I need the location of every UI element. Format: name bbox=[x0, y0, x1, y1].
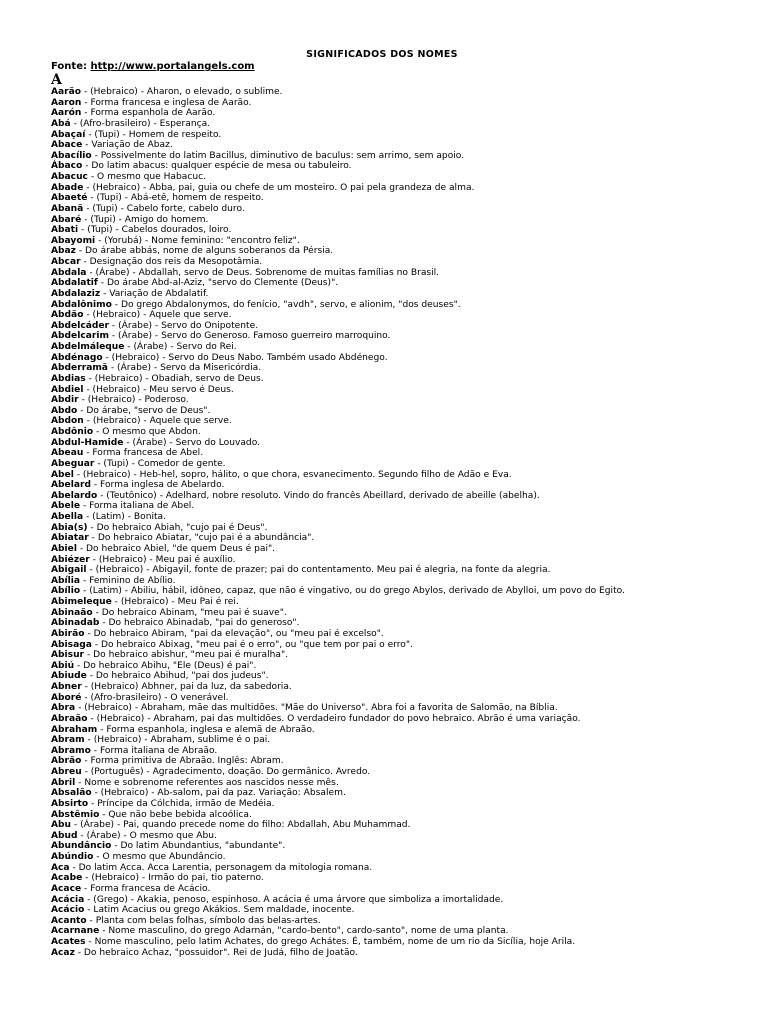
entry-meaning: - (Hebraico) - Obadiah, servo de Deus. bbox=[85, 373, 264, 384]
entry-name: Acácio bbox=[51, 905, 85, 916]
name-entry bbox=[51, 416, 751, 427]
entry-name: Abdiel bbox=[51, 384, 84, 395]
name-entry bbox=[51, 778, 751, 789]
name-entry bbox=[51, 863, 751, 874]
entry-meaning: - (Latim) - Abiliu, hábil, idôneo, capaz, que não é vingativo, ou do grego Abylos, derivado de Abylloi, um povo do Egito. bbox=[80, 586, 625, 597]
entry-name: Abayomi bbox=[51, 235, 96, 246]
name-entry bbox=[51, 586, 751, 597]
name-entry bbox=[51, 172, 751, 183]
entry-meaning: - Forma francesa de Abel. bbox=[83, 448, 204, 459]
name-entry bbox=[51, 98, 751, 109]
entry-name: Abelard bbox=[51, 480, 91, 491]
entry-name: Abdão bbox=[51, 310, 84, 321]
entry-name: Ábaco bbox=[51, 161, 83, 172]
entry-name: Abílio bbox=[51, 586, 81, 597]
entry-name: Abud bbox=[51, 830, 78, 841]
name-entry bbox=[51, 501, 751, 512]
name-entry bbox=[51, 788, 751, 799]
entry-name: Abril bbox=[51, 777, 76, 788]
name-entry bbox=[51, 130, 751, 141]
entry-name: Abati bbox=[51, 225, 79, 236]
name-entry bbox=[51, 374, 751, 385]
name-entry bbox=[51, 565, 751, 576]
name-entry bbox=[51, 215, 751, 226]
entry-name: Aarão bbox=[51, 87, 82, 97]
entry-name: Abiú bbox=[51, 660, 75, 671]
entry-meaning: - Do latim Acca. Acca Larentia, personagem da mitologia romana. bbox=[69, 862, 373, 873]
name-entry bbox=[51, 289, 751, 300]
entry-meaning: - Latim Acacius ou grego Akákios. Sem maldade, inocente. bbox=[84, 905, 355, 916]
letter-heading: A bbox=[51, 72, 62, 88]
name-entry bbox=[51, 703, 751, 714]
entry-meaning: - (Português) - Agradecimento, doação. Do germânico. Avredo. bbox=[81, 767, 371, 777]
name-entry bbox=[51, 470, 751, 481]
entry-meaning: - Possivelmente do latim Bacillus, diminutivo de baculus: sem arrimo, sem apoio. bbox=[91, 150, 465, 161]
entry-name: Acace bbox=[51, 883, 82, 894]
entry-meaning: - (Árabe) - O mesmo que Abu. bbox=[77, 830, 217, 841]
entry-meaning: - Do latim Abundantius, "abundante". bbox=[111, 841, 286, 852]
name-entry bbox=[51, 491, 751, 502]
name-entry bbox=[51, 310, 751, 321]
name-entry bbox=[51, 225, 751, 236]
entry-name: Abinaão bbox=[51, 607, 93, 618]
entry-meaning: - Planta com belas folhas, símbolo das belas-artes. bbox=[86, 915, 321, 926]
name-entry bbox=[51, 714, 751, 725]
name-entry bbox=[51, 183, 751, 194]
entry-meaning: - O mesmo que Habacuc. bbox=[87, 172, 206, 182]
entry-meaning: - Do hebraico Abiram, "pai da elevação", ou "meu pai é excelso". bbox=[84, 628, 384, 639]
entry-meaning: - (Hebraico) - Aquele que serve. bbox=[83, 416, 232, 427]
entry-meaning: - (Hebraico) Abhner, pai da luz, da sabedoria. bbox=[81, 682, 292, 692]
entry-meaning: - (Yorubá) - Nome feminino: "encontro feliz". bbox=[95, 235, 300, 246]
entry-name: Aca bbox=[51, 862, 70, 873]
name-entry bbox=[51, 608, 751, 619]
source-label: Fonte: bbox=[51, 61, 91, 72]
entry-meaning: - (Afro-brasileiro) - Esperança. bbox=[70, 118, 211, 129]
entry-name: Absirto bbox=[51, 798, 89, 809]
name-entry bbox=[51, 682, 751, 693]
name-entry bbox=[51, 597, 751, 608]
entry-meaning: - (Árabe) - Servo do Louvado. bbox=[123, 437, 260, 448]
entry-name: Abdelcarim bbox=[51, 331, 109, 342]
entry-name: Abstêmio bbox=[51, 809, 100, 820]
entry-name: Abdala bbox=[51, 267, 87, 278]
entry-name: Abel bbox=[51, 469, 74, 480]
entry-name: Abaré bbox=[51, 214, 82, 225]
name-entry bbox=[51, 119, 751, 130]
name-entry bbox=[51, 799, 751, 810]
entry-meaning: - Designação dos reis da Mesopotâmia. bbox=[80, 257, 263, 267]
entry-name: Abdul-Hamide bbox=[51, 437, 124, 448]
entry-name: Aaron bbox=[51, 97, 82, 108]
name-entry bbox=[51, 427, 751, 438]
entry-name: Abia(s) bbox=[51, 522, 88, 533]
entry-meaning: - Do hebraico Abiel, "de quem Deus é pai". bbox=[76, 543, 276, 554]
entry-meaning: - Forma espanhola, inglesa e alemã de Abraão. bbox=[97, 724, 315, 735]
entry-name: Abinadab bbox=[51, 618, 100, 629]
entry-meaning: - Do latim abacus: qualquer espécie de mesa ou tabuleiro. bbox=[82, 161, 352, 172]
entry-name: Abiatar bbox=[51, 533, 89, 544]
entry-meaning: - Nome e sobrenome referentes aos nascidos nesse mês. bbox=[75, 777, 339, 788]
entry-meaning: - Do hebraico abishur, "meu pai é muralha". bbox=[84, 650, 289, 661]
entry-meaning: - (Hebraico) - Meu Pai é rei. bbox=[111, 597, 239, 607]
name-entry bbox=[51, 937, 751, 948]
entry-name: Abúndio bbox=[51, 852, 94, 862]
entry-meaning: - (Hebraico) - Aquele que serve. bbox=[83, 310, 232, 321]
name-entry bbox=[51, 395, 751, 406]
entry-meaning: - (Hebraico) - Aharon, o elevado, o sublime. bbox=[81, 87, 283, 97]
entry-name: Abraham bbox=[51, 724, 98, 735]
entry-meaning: - (Árabe) - Abdallah, servo de Deus. Sobrenome de muitas famílias no Brasil. bbox=[86, 267, 440, 278]
entry-name: Abramo bbox=[51, 745, 91, 756]
entry-name: Abeguar bbox=[51, 458, 95, 469]
entry-meaning: - Do hebraico Abiatar, "cujo pai é a abundância". bbox=[88, 533, 315, 544]
name-entry bbox=[51, 438, 751, 449]
name-entry bbox=[51, 140, 751, 151]
name-entry bbox=[51, 353, 751, 364]
name-entry bbox=[51, 236, 751, 247]
entry-name: Abdelmáleque bbox=[51, 342, 125, 352]
entry-name: Aarón bbox=[51, 108, 82, 119]
name-entry bbox=[51, 331, 751, 342]
name-entry bbox=[51, 618, 751, 629]
name-entry bbox=[51, 576, 751, 587]
source-link[interactable]: http://www.portalangels.com bbox=[90, 61, 255, 72]
entry-meaning: - (Teutônico) - Adelhard, nobre resoluto. Vindo do francês Abeillard, derivado de abeille (abelha). bbox=[97, 490, 540, 501]
name-entry bbox=[51, 108, 751, 119]
entry-meaning: - Do hebraico Abihud, "pai dos judeus". bbox=[86, 671, 269, 682]
name-entry bbox=[51, 459, 751, 470]
entry-name: Absalão bbox=[51, 788, 92, 799]
name-entry bbox=[51, 523, 751, 534]
name-entry bbox=[51, 512, 751, 523]
name-entry bbox=[51, 193, 751, 204]
entry-meaning: - (Tupi) - Cabelos dourados, loiro. bbox=[78, 225, 232, 236]
entry-meaning: - (Tupi) - Homem de respeito. bbox=[85, 129, 222, 140]
entry-name: Abra bbox=[51, 703, 76, 714]
entry-name: Abelardo bbox=[51, 490, 98, 501]
name-entry bbox=[51, 204, 751, 215]
name-entry bbox=[51, 533, 751, 544]
name-entry bbox=[51, 629, 751, 640]
entry-name: Aboré bbox=[51, 692, 82, 703]
name-entry bbox=[51, 246, 751, 257]
document-page bbox=[51, 48, 751, 958]
entry-name: Abá bbox=[51, 118, 71, 129]
entry-meaning: - Do hebraico Abixag, "meu pai é o erro", ou "que tem por pai o erro". bbox=[91, 639, 413, 650]
entry-name: Abade bbox=[51, 182, 84, 193]
entry-meaning: - Do hebraico Abihu, "Ele (Deus) é pai". bbox=[74, 660, 257, 671]
name-entry bbox=[51, 884, 751, 895]
entry-meaning: - (Árabe) - Servo do Generoso. Famoso guerreiro marroquino. bbox=[108, 331, 391, 342]
source-line bbox=[51, 61, 751, 73]
entry-meaning: - (Árabe) - Servo do Onipotente. bbox=[109, 320, 259, 331]
entry-name: Acanto bbox=[51, 915, 87, 926]
name-entry bbox=[51, 544, 751, 555]
name-entry bbox=[51, 671, 751, 682]
entry-name: Abiude bbox=[51, 671, 87, 682]
name-entry bbox=[51, 87, 751, 98]
name-entry bbox=[51, 873, 751, 884]
name-entry bbox=[51, 257, 751, 268]
entry-meaning: - O mesmo que Abdon. bbox=[93, 427, 201, 437]
entry-meaning: - Do hebraico Abinam, "meu pai é suave". bbox=[92, 607, 287, 618]
document-title: SIGNIFICADOS DOS NOMES bbox=[306, 49, 458, 60]
entry-name: Abacuc bbox=[51, 172, 88, 182]
entry-name: Abreu bbox=[51, 767, 82, 777]
name-entry bbox=[51, 300, 751, 311]
name-entry bbox=[51, 820, 751, 831]
entry-meaning: - (Hebraico) - Abraham, pai das multidões. O verdadeiro fundador do povo hebraico. Abrão é uma variação. bbox=[87, 713, 581, 724]
entry-name: Abdônio bbox=[51, 427, 94, 437]
entry-name: Abrão bbox=[51, 756, 82, 767]
entry-name: Abimeleque bbox=[51, 597, 112, 607]
entry-name: Abdir bbox=[51, 395, 79, 406]
name-entry bbox=[51, 948, 751, 959]
entry-meaning: - (Hebraico) - Abraham, sublime é o pai. bbox=[84, 735, 271, 746]
entry-meaning: - Do árabe Abd-al-Aziz, "servo do Clemente (Deus)". bbox=[97, 278, 339, 289]
entry-meaning: - Forma italiana de Abraão. bbox=[90, 745, 218, 756]
name-entry bbox=[51, 406, 751, 417]
entry-meaning: - (Tupi) - Amigo do homem. bbox=[81, 214, 209, 225]
entry-name: Abdalaziz bbox=[51, 288, 101, 299]
entry-name: Abanã bbox=[51, 203, 84, 214]
name-entry bbox=[51, 151, 751, 162]
entry-meaning: - Que não bebe bebida alcoólica. bbox=[99, 809, 252, 820]
name-entries-list bbox=[51, 87, 751, 958]
entry-name: Abcar bbox=[51, 257, 81, 267]
entry-meaning: - (Hebraico) - Abigayil, fonte de prazer; pai do contentamento. Meu pai é alegria, na fonte da alegria. bbox=[86, 565, 551, 576]
name-entry bbox=[51, 385, 751, 396]
entry-meaning: - Do árabe, "servo de Deus". bbox=[77, 405, 211, 416]
entry-meaning: - Feminino de Abílio. bbox=[80, 575, 176, 586]
entry-meaning: - Príncipe da Cólchida, irmão de Medéia. bbox=[88, 798, 275, 809]
entry-name: Abdias bbox=[51, 373, 86, 384]
entry-meaning: - (Tupi) - Cabelo forte, cabelo duro. bbox=[83, 203, 245, 214]
entry-meaning: - (Hebraico) - Heb-hel, sopro, hálito, o que chora, esvanecimento. Segundo filho de Adão e Eva. bbox=[73, 469, 512, 480]
name-entry bbox=[51, 363, 751, 374]
entry-name: Acaz bbox=[51, 947, 75, 958]
entry-name: Acabe bbox=[51, 873, 83, 884]
entry-meaning: - (Hebraico) - Servo do Deus Nabo. Também usado Abdénego. bbox=[102, 352, 388, 363]
name-entry bbox=[51, 650, 751, 661]
name-entry bbox=[51, 693, 751, 704]
entry-name: Abdalônimo bbox=[51, 299, 112, 310]
entry-name: Abiel bbox=[51, 543, 77, 554]
entry-meaning: - (Latim) - Bonita. bbox=[83, 512, 167, 522]
entry-name: Abisur bbox=[51, 650, 85, 661]
entry-name: Abaçaí bbox=[51, 129, 86, 140]
entry-meaning: - Nome masculino, do grego Adarnán, "cardo-bento", cardo-santo", nome de uma planta. bbox=[99, 926, 509, 937]
name-entry bbox=[51, 640, 751, 651]
name-entry bbox=[51, 746, 751, 757]
entry-meaning: - (Árabe) - Pai, quando precede nome do filho: Abdallah, Abu Muhammad. bbox=[71, 820, 411, 831]
entry-meaning: - (Afro-brasileiro) - O venerável. bbox=[81, 692, 229, 703]
name-entry bbox=[51, 480, 751, 491]
entry-name: Abdelcáder bbox=[51, 320, 110, 331]
entry-name: Abaz bbox=[51, 246, 76, 257]
entry-name: Abace bbox=[51, 140, 83, 151]
entry-name: Abisaga bbox=[51, 639, 92, 650]
name-entry bbox=[51, 735, 751, 746]
entry-meaning: - Forma francesa de Acácio. bbox=[81, 883, 211, 894]
name-entry bbox=[51, 555, 751, 566]
entry-meaning: - Forma inglesa de Abelardo. bbox=[90, 480, 225, 491]
entry-name: Abraão bbox=[51, 713, 88, 724]
entry-name: Abacílio bbox=[51, 150, 92, 161]
entry-meaning: - Do hebraico Abiah, "cujo pai é Deus". bbox=[87, 522, 268, 533]
entry-meaning: - Nome masculino, pelo latim Achates, do grego Achátes. É, também, nome de um rio da Sicília, hoje Arila. bbox=[85, 937, 576, 947]
entry-name: Abella bbox=[51, 512, 84, 522]
entry-name: Abília bbox=[51, 575, 81, 586]
entry-name: Abeau bbox=[51, 448, 84, 459]
entry-name: Abigail bbox=[51, 565, 87, 576]
entry-meaning: - (Hebraico) - Abraham, mãe das multidões. "Mãe do Universo". Abra foi a favorita de Salomão, na Bíblia. bbox=[75, 703, 558, 714]
entry-meaning: - Do hebraico Abinadab, "pai do generoso". bbox=[99, 618, 300, 629]
entry-name: Abaeté bbox=[51, 193, 88, 204]
entry-meaning: - O mesmo que Abundâncio. bbox=[93, 852, 226, 862]
entry-meaning: - Do hebraico Achaz, "possuidor". Rei de Judá, filho de Joatão. bbox=[74, 947, 358, 958]
entry-name: Acates bbox=[51, 937, 86, 947]
entry-meaning: - Forma espanhola de Aarão. bbox=[81, 108, 216, 119]
entry-name: Abirão bbox=[51, 628, 85, 639]
entry-name: Abele bbox=[51, 501, 80, 512]
entry-name: Abiézer bbox=[51, 554, 90, 565]
entry-name: Abdon bbox=[51, 416, 84, 427]
entry-meaning: - Variação de Abdalatif. bbox=[100, 288, 209, 299]
name-entry bbox=[51, 926, 751, 937]
entry-meaning: - Do grego Abdalonymos, do fenício, "avdh", servo, e alionim, "dos deuses". bbox=[111, 299, 461, 310]
name-entry bbox=[51, 161, 751, 172]
entry-meaning: - (Árabe) - Servo da Misericórdia. bbox=[107, 363, 262, 374]
name-entry bbox=[51, 831, 751, 842]
entry-meaning: - (Hebraico) - Poderoso. bbox=[78, 395, 189, 406]
name-entry bbox=[51, 916, 751, 927]
name-entry bbox=[51, 268, 751, 279]
entry-name: Abner bbox=[51, 682, 82, 692]
entry-name: Abdénago bbox=[51, 352, 103, 363]
name-entry bbox=[51, 852, 751, 863]
name-entry bbox=[51, 810, 751, 821]
name-entry bbox=[51, 895, 751, 906]
entry-meaning: - Do árabe abbás, nome de alguns soberanos da Pérsia. bbox=[75, 246, 334, 257]
name-entry bbox=[51, 278, 751, 289]
entry-name: Acarnane bbox=[51, 926, 100, 937]
entry-meaning: - (Hebraico) - Abba, pai, guia ou chefe de um mosteiro. O pai pela grandeza de alma. bbox=[83, 182, 475, 193]
entry-meaning: - (Árabe) - Servo do Rei. bbox=[124, 342, 237, 352]
entry-name: Abu bbox=[51, 820, 72, 831]
entry-name: Abundâncio bbox=[51, 841, 112, 852]
entry-meaning: - Forma primitiva de Abraão. Inglês: Abram. bbox=[81, 756, 284, 767]
entry-name: Abram bbox=[51, 735, 85, 746]
entry-meaning: - (Hebraico) - Meu pai é auxílio. bbox=[89, 554, 236, 565]
entry-meaning: - Forma francesa e inglesa de Aarão. bbox=[81, 97, 252, 108]
name-entry bbox=[51, 905, 751, 916]
entry-name: Abdo bbox=[51, 405, 78, 416]
name-entry bbox=[51, 661, 751, 672]
name-entry bbox=[51, 841, 751, 852]
entry-meaning: - (Hebraico) - Meu servo é Deus. bbox=[83, 384, 234, 395]
entry-meaning: - (Tupi) - Comedor de gente. bbox=[94, 458, 226, 469]
name-entry bbox=[51, 725, 751, 736]
name-entry bbox=[51, 321, 751, 332]
entry-meaning: - (Hebraico) - Irmão do pai, tio paterno. bbox=[82, 873, 264, 884]
entry-meaning: - (Tupi) - Abá-etê, homem de respeito. bbox=[87, 193, 264, 204]
entry-meaning: - Variação de Abaz. bbox=[82, 140, 173, 151]
entry-name: Abderramã bbox=[51, 363, 108, 374]
name-entry bbox=[51, 756, 751, 767]
entry-name: Acácia bbox=[51, 894, 85, 905]
entry-meaning: - Forma italiana de Abel. bbox=[80, 501, 195, 512]
entry-meaning: - (Hebraico) - Ab-salom, pai da paz. Variação: Absalem. bbox=[91, 788, 346, 799]
entry-meaning: - (Grego) - Akakia, penoso, espinhoso. A acácia é uma árvore que simboliza a imortalidade. bbox=[84, 894, 504, 905]
name-entry bbox=[51, 767, 751, 778]
name-entry bbox=[51, 342, 751, 353]
name-entry bbox=[51, 448, 751, 459]
entry-name: Abdalatif bbox=[51, 278, 98, 289]
